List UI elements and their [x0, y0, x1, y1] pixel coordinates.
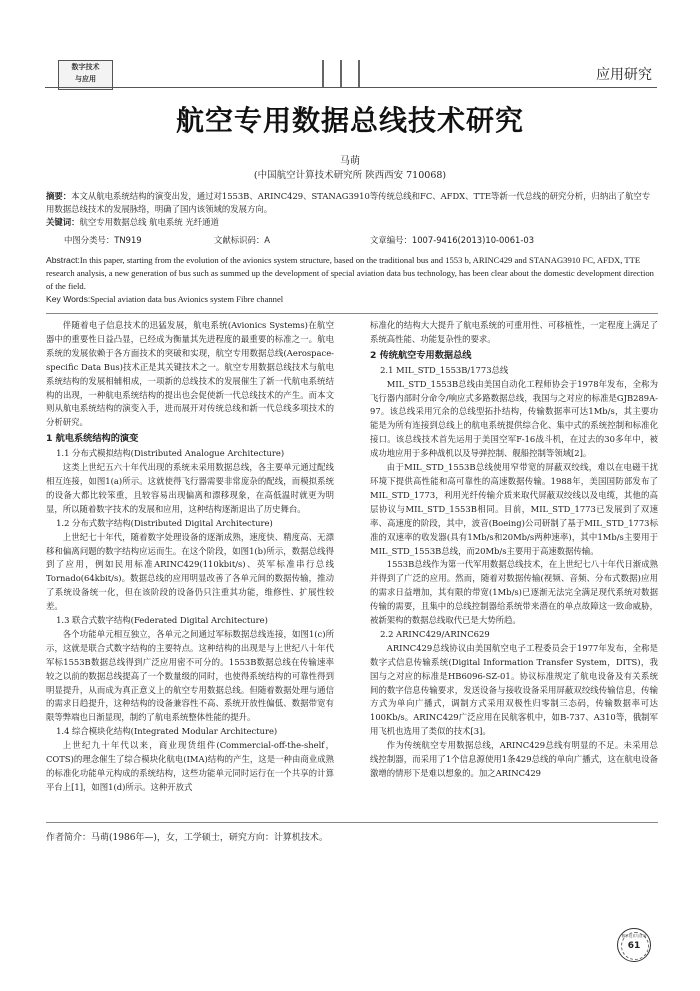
- header-divider: [322, 60, 324, 87]
- footnote-rule: [46, 822, 658, 823]
- keywords-cn: 航空专用数据总线 航电系统 光纤通道: [79, 217, 219, 227]
- left-column: [46, 319, 334, 795]
- clc-field: [64, 234, 142, 246]
- clc-value: TN919: [114, 235, 142, 245]
- abstract-en-text: In this paper, starting from the evolution of the avionics system structure, based on the traditional bus and 1553 b, ARINC429 and STANAG3910 FC, AFDX, TTE research analysis, a new generation of bus such as summed up the development of special aviation data bus technology, has been clear about the domestic development direction of the field.: [46, 255, 654, 291]
- section-heading: 1 航电系统结构的演变: [46, 433, 139, 445]
- subsection-heading: 1.1 分布式模拟结构(Distributed Analogue Architecture): [56, 448, 285, 459]
- article-title: 航空专用数据总线技术研究: [175, 104, 524, 137]
- subsection-heading: 1.4 综合模块化结构(Integrated Modular Architecture): [56, 726, 278, 737]
- abstract-cn: [46, 190, 658, 229]
- paragraph: 由于MIL_STD_1553B总线使用窄带宽的屏蔽双绞线，难以在电磁干扰环境下提供高性能和高可靠性的高速数据传输。1988年，美国国防部发布了MIL_STD_1773，利用光纤传输介质来取代屏蔽双绞线以及电缆，其他的高层协议与MIL_STD_1553B相同。目前，MIL_STD_1773已发展到了双速率、高速度的阶段，其中，波音(Boeing)公司研制了基于MIL_STD_1773标准的双速率的收发器(具有1Mb/s和20Mb/s两种速率)，其中1Mb/s主要用于MIL_STD_1553B总线，而20Mb/s主要用于高速数据传输。: [370, 462, 658, 556]
- page-number-badge: [617, 928, 651, 962]
- author: 马萌: [340, 156, 360, 167]
- paragraph: 上世纪七十年代，随着数字处理设备的逐渐成熟，速度快、精度高、无漂移和偏离问题的数字结构应运而生。在这个阶段，如图1(b)所示，数据总线得到了应用，例如民用标准ARINC429(110kbit/s)、英军标准串行总线Tornado(64kbit/s)。数据总线的应用明显改善了各单元间的数据传输，推动了系统设备统一化，但在该阶段的设备仍只注重其功能，维修性、扩展性较差。: [46, 531, 334, 612]
- section-heading: 2 传统航空专用数据总线: [370, 349, 472, 361]
- paragraph: MIL_STD_1553B总线由美国自动化工程师协会于1978年发布，全称为飞行器内部时分命令/响应式多路数据总线，我国与之对应的标准是GJB289A-97。该总线采用冗余的总线型拓扑结构，传输数据率可达1Mb/s，其主要功能是为所有连接到总线上的航电系统提供综合化、集中式的系统控制和标准化接口。该总线技术首先运用于美国空军F-16战斗机，在过去的30多年中，被成功地应用于多种战机以及导弹控制、舰船控制等领域[2]。: [370, 378, 658, 459]
- header-divider: [358, 60, 360, 87]
- page-number: 61: [627, 941, 641, 951]
- subsection-heading: 1.2 分布式数字结构(Distributed Digital Architecture): [56, 517, 273, 528]
- section-tag: 应用研究: [596, 67, 652, 83]
- doc-code-label: 文献标识码：: [214, 235, 265, 245]
- subsection-heading: 2.2 ARINC429/ARINC629: [380, 628, 490, 639]
- paragraph: 1553B总线作为第一代军用数据总线技术，在上世纪七八十年代日渐成熟并得到了广泛的应用。然而，随着对数据传输(视频、音频、分布式数据)应用的需求日益增加，其有限的带宽(1Mb/s)已逐渐无法完全满足现代系统对数据传输的需要，且集中的总线控制器给系统带来潜在的单点故障这一致命威胁，被新架构的数据总线取代已是大势所趋。: [370, 559, 658, 626]
- paragraph: 各个功能单元相互独立，各单元之间通过军标数据总线连接，如图1(c)所示，这就是联合式数字结构的主要特点。这种结构的出现是与上世纪八十年代军标1553B数据总线得到广泛应用密不可分的。1553B数据总线在传输速率较之以前的数据总线提高了一个数量级的同时，也使得系统结构的可靠性得到明显提升，从而成为真正意义上的航空专用数据总线。但随着数据处理与通信的需求日趋提升，这种结构的设备兼容性不高、系统开放性偏低、数据带宽有限等弊端也日渐显现，制约了航电系统整体性能的提升。: [46, 628, 334, 723]
- abstract-cn-label: 摘要：: [46, 191, 72, 201]
- right-column: [370, 319, 658, 781]
- article-no-label: 文章编号：: [370, 235, 412, 245]
- logo-line1: 数字技术: [71, 63, 100, 71]
- abstract-en: [46, 254, 658, 306]
- paragraph: 这类上世纪五六十年代出现的系统未采用数据总线，各主要单元通过配线相互连接，如图1(a)所示。这就使得飞行器需要非常庞杂的配线，而模拟系统的设备大都比较笨重，且较容易出现偏离和漂移现象，在高低温时就更为明显，所以随着数字技术的发展和应用，这种结构逐渐退出了历史舞台。: [46, 462, 334, 514]
- article-no-field: [370, 234, 534, 246]
- paragraph: ARINC429总线协议由美国航空电子工程委员会于1977年发布，全称是数字式信息传输系统(Digital Information Transfer System，DITS)，我国与之对应的标准是HB6096-SZ-01。协议标准规定了航电设备及有关系统间的数字信息传输要求，发送设备与接收设备采用屏蔽双绞线传输信息，传输方式为单向广播式，调制方式采用双极性归零制三态码，传输数据率可达100Kb/s。ARINC429广泛应用在民航客机中，如B-737、A310等，俄制军用飞机也选用了类似的技术[3]。: [370, 642, 658, 737]
- article-no-value: 1007-9416(2013)10-0061-03: [411, 235, 535, 245]
- logo-line2: 与应用: [75, 75, 96, 83]
- affiliation: (中国航空计算技术研究所 陕西西安 710068): [253, 170, 447, 181]
- keywords-en-label: Key Words:: [46, 294, 91, 304]
- author-note: 作者简介：马萌(1986年—)，女，工学硕士，研究方向：计算机技术。: [46, 833, 328, 843]
- abstract-en-label: Abstract:: [46, 255, 80, 265]
- header-divider: [340, 60, 342, 87]
- badge-text: 数字技术与应用: [621, 934, 647, 938]
- header-rule: [45, 87, 657, 88]
- abstract-rule: [46, 313, 658, 314]
- keywords-en: Special aviation data bus Avionics system Fibre channel: [90, 294, 284, 304]
- paragraph: 标准化的结构大大提升了航电系统的可重用性、可移植性，一定程度上满足了系统高性能、功能复杂性的要求。: [370, 320, 658, 344]
- subsection-heading: 2.1 MIL_STD_1553B/1773总线: [380, 364, 509, 375]
- abstract-cn-text: 本文从航电系统结构的演变出发，通过对1553B、ARINC429、STANAG3910等传统总线和FC、AFDX、TTE等新一代总线的研究分析，归纳出了航空专用数据总线技术的发展脉络，明确了国内该领域的发展方向。: [46, 191, 651, 214]
- subsection-heading: 1.3 联合式数字结构(Federated Digital Architecture): [56, 615, 268, 626]
- keywords-cn-label: 关键词：: [46, 217, 80, 227]
- clc-label: 中图分类号：: [64, 235, 115, 245]
- paragraph: 作为传统航空专用数据总线，ARINC429总线有明显的不足。未采用总线控制器，而采用了1个信息源使用1条429总线的单向广播式，这在航电设备激增的情形下是难以想象的。加之ARINC429: [370, 740, 658, 778]
- intro-paragraph: 伴随着电子信息技术的迅猛发展，航电系统(Avionics Systems)在航空器中的重要性日益凸显，已经成为衡量其先进程度的最重要的标准之一。航电系统的发展依赖于各方面技术的突破和实现，航空专用数据总线(Aerospace-specific Data Bus)技术正是其关键技术之一。航空专用数据总线技术与航电系统结构的发展相辅相成，一项新的总线技术的发展催生了新一代航电系统结构的出现，一种航电系统结构的提出也会促使新一代总线技术的产生。而本文则从航电系统结构的演变入手，进而展开对传统总线和新一代总线多项技术的分析研究。: [46, 320, 334, 428]
- doc-code-field: [214, 234, 270, 246]
- doc-code-value: A: [264, 235, 270, 245]
- journal-logo: [58, 60, 113, 90]
- paragraph: 上世纪九十年代以来，商业现货组件(Commercial-off-the-shelf，COTS)的理念催生了综合模块化航电(IMA)结构的产生，这是一种由商业成熟的标准化功能单元构成的系统结构，这些功能单元同时运行在一个共享的计算平台上[1]，如图1(d)所示。这种开放式: [46, 740, 334, 792]
- page-header: [0, 0, 700, 96]
